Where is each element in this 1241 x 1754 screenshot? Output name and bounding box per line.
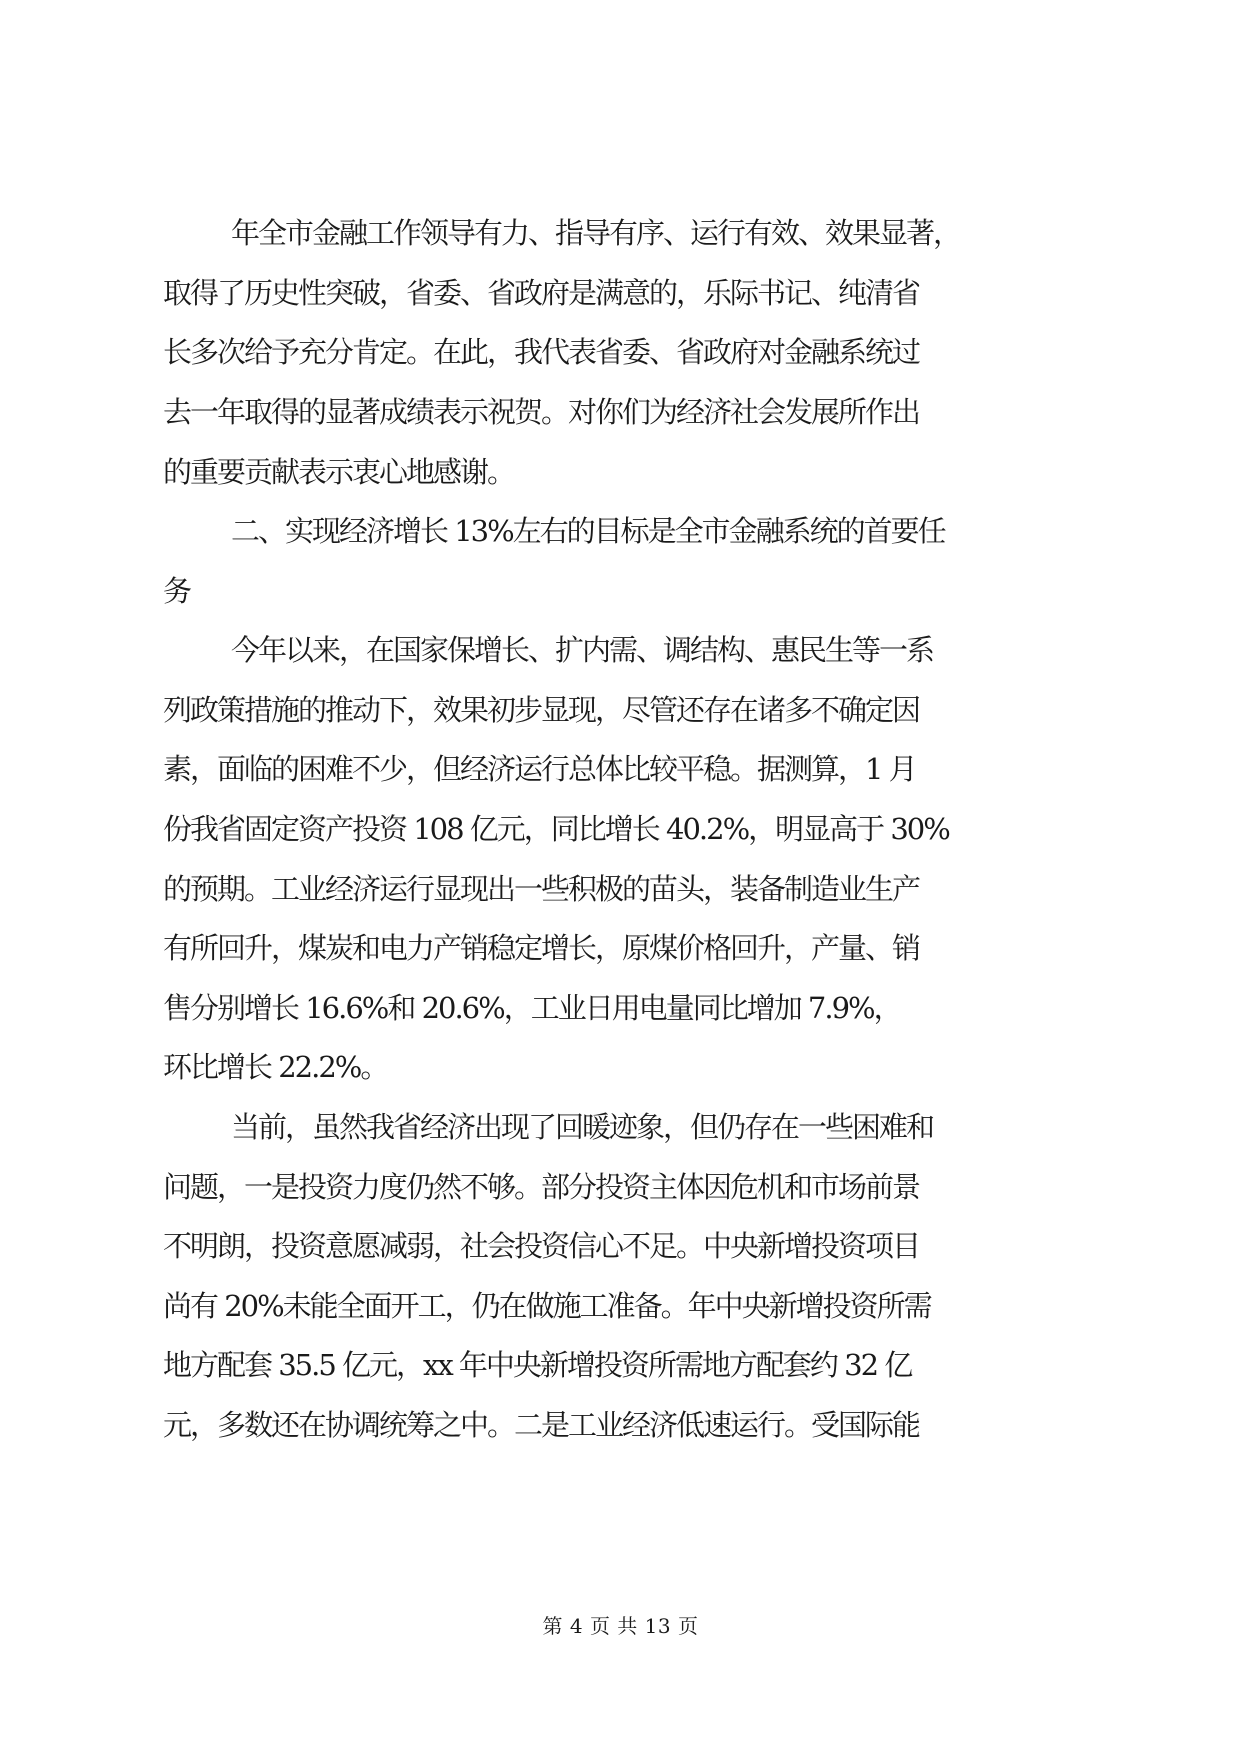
text-line: 的预期。工业经济运行显现出一些积极的苗头，装备制造业生产: [163, 872, 920, 906]
text-line: 素，面临的困难不少，但经济运行总体比较平稳。据测算，1 月: [163, 752, 916, 786]
text-line: 售分别增长 16.6%和 20.6%，工业日用电量同比增加 7.9%，: [163, 991, 901, 1025]
text-line: 不明朗，投资意愿减弱，社会投资信心不足。中央新增投资项目: [163, 1229, 920, 1263]
text-line: 的重要贡献表示衷心地感谢。: [163, 455, 515, 489]
text-line: 地方配套 35.5 亿元，xx 年中央新增投资所需地方配套约 32 亿: [163, 1348, 912, 1382]
text-line: 环比增长 22.2%。: [163, 1050, 388, 1084]
text-line: 去一年取得的显著成绩表示祝贺。对你们为经济社会发展所作出: [163, 395, 920, 429]
text-line: 取得了历史性突破，省委、省政府是满意的，乐际书记、纯清省: [163, 276, 920, 310]
section-heading: 二、实现经济增长 13%左右的目标是全市金融系统的首要任: [231, 514, 945, 548]
page-number-footer: 第 4 页 共 13 页: [542, 1614, 699, 1638]
text-line: 问题，一是投资力度仍然不够。部分投资主体因危机和市场前景: [163, 1170, 920, 1204]
text-line: 长多次给予充分肯定。在此，我代表省委、省政府对金融系统过: [163, 335, 920, 369]
text-line: 当前，虽然我省经济出现了回暖迹象，但仍存在一些困难和: [231, 1110, 934, 1144]
text-line: 元，多数还在协调统筹之中。二是工业经济低速运行。受国际能: [163, 1408, 920, 1442]
text-line: 列政策措施的推动下，效果初步显现，尽管还存在诸多不确定因: [163, 693, 920, 727]
text-line: 尚有 20%未能全面开工，仍在做施工准备。年中央新增投资所需: [163, 1289, 931, 1323]
section-heading: 务: [163, 574, 191, 608]
text-line: 年全市金融工作领导有力、指导有序、运行有效、效果显著，: [231, 216, 961, 250]
text-line: 有所回升，煤炭和电力产销稳定增长，原煤价格回升，产量、销: [163, 931, 920, 965]
text-line: 今年以来，在国家保增长、扩内需、调结构、惠民生等一系: [231, 633, 934, 667]
text-line: 份我省固定资产投资 108 亿元，同比增长 40.2%，明显高于 30%: [163, 812, 949, 846]
